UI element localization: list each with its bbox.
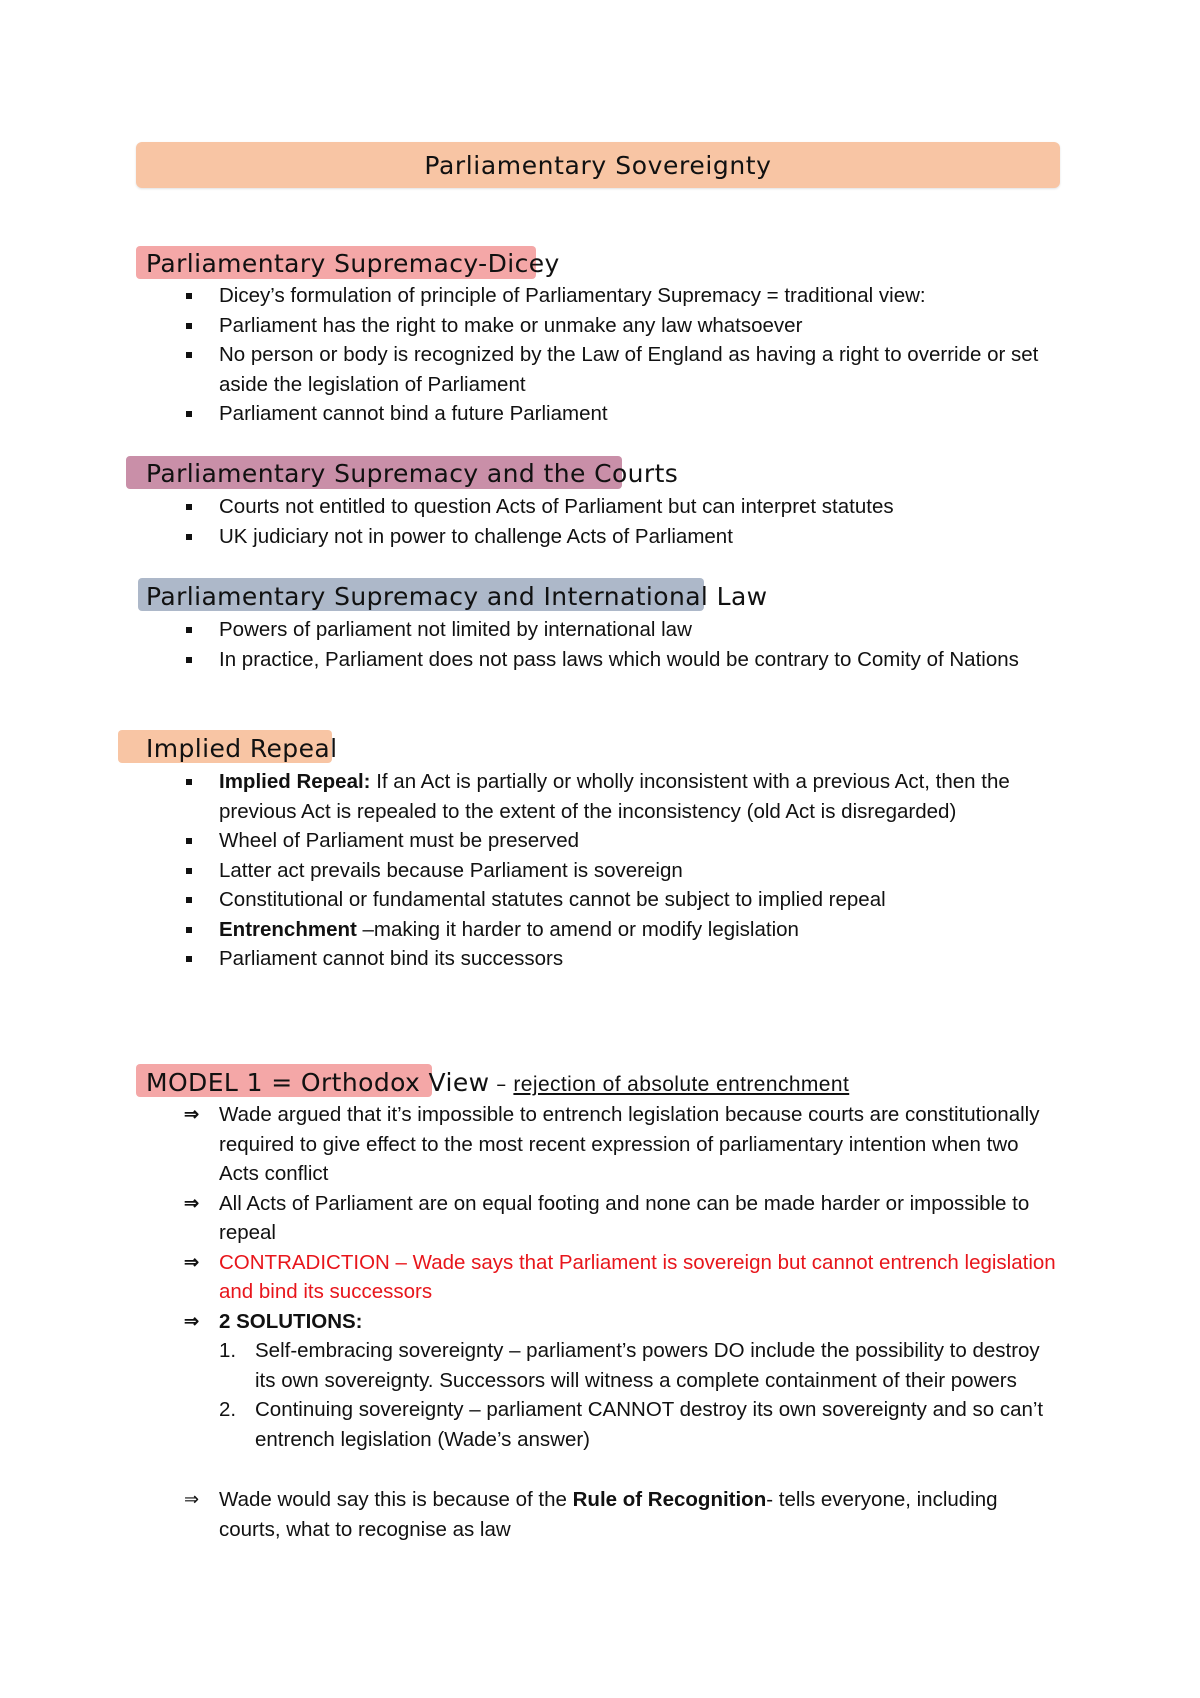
bullet-square-icon xyxy=(186,927,192,933)
list-item: ⇒ All Acts of Parliament are on equal footing and none can be made harder or impossible to repeal xyxy=(0,1189,1200,1248)
list-item: 1. Self-embracing sovereignty – parliament’s powers DO include the possibility to destroy its own sovereignty. Successors will witness a complete containment of their powers xyxy=(219,1339,1040,1392)
list-item: Parliament cannot bind its successors xyxy=(0,944,1200,974)
list-item: Powers of parliament not limited by international law xyxy=(0,615,1200,645)
bullet-list-implied xyxy=(0,767,1200,974)
model1-heading-main: MODEL 1 = Orthodox View xyxy=(146,1068,490,1097)
bullet-square-icon xyxy=(186,956,192,962)
list-item: Implied Repeal: If an Act is partially or wholly inconsistent with a previous Act, then the previous Act is repealed to the extent of the inconsistency (old Act is disregarded) xyxy=(0,767,1200,826)
arrow-right-icon: ⇒ xyxy=(184,1192,200,1213)
list-item: Parliament cannot bind a future Parliament xyxy=(0,399,1200,429)
page-title: Parliamentary Sovereignty xyxy=(136,142,1060,188)
bullet-square-icon xyxy=(186,657,192,663)
section-heading-implied: Implied Repeal xyxy=(146,734,338,763)
bullet-list-international xyxy=(0,615,1200,674)
section-heading-international: Parliamentary Supremacy and International Law xyxy=(146,582,768,611)
list-item: In practice, Parliament does not pass laws which would be contrary to Comity of Nations xyxy=(0,645,1200,675)
model1-heading-dash: – xyxy=(489,1072,514,1096)
model1-heading-sub: rejection of absolute entrenchment xyxy=(513,1073,850,1096)
list-item: ⇒ 2 SOLUTIONS: xyxy=(0,1307,1200,1337)
list-item: Constitutional or fundamental statutes cannot be subject to implied repeal xyxy=(0,885,1200,915)
section-heading-courts: Parliamentary Supremacy and the Courts xyxy=(146,459,679,488)
list-item: ⇒ CONTRADICTION – Wade says that Parliament is sovereign but cannot entrench legislation and bind its successors xyxy=(0,1248,1200,1307)
bullet-square-icon xyxy=(186,411,192,417)
arrow-right-icon: ⇒ xyxy=(184,1489,200,1509)
bullet-square-icon xyxy=(186,534,192,540)
arrow-list-model1-end xyxy=(0,1485,1200,1544)
arrow-right-icon: ⇒ xyxy=(184,1310,200,1331)
section-heading-dicey: Parliamentary Supremacy-Dicey xyxy=(146,249,560,278)
list-item: Entrenchment –making it harder to amend or modify legislation xyxy=(0,915,1200,945)
bullet-square-icon xyxy=(186,897,192,903)
list-item: ⇒ Wade would say this is because of the Rule of Recognition- tells everyone, including courts, what to recognise as law xyxy=(0,1485,1200,1544)
bullet-square-icon xyxy=(186,352,192,358)
bullet-square-icon xyxy=(186,779,192,785)
bullet-square-icon xyxy=(186,323,192,329)
bullet-list-courts xyxy=(0,492,1200,551)
list-item: Parliament has the right to make or unmake any law whatsoever xyxy=(0,311,1200,341)
list-item: Courts not entitled to question Acts of Parliament but can interpret statutes xyxy=(0,492,1200,522)
bullet-square-icon xyxy=(186,627,192,633)
bullet-square-icon xyxy=(186,504,192,510)
arrow-right-icon: ⇒ xyxy=(184,1104,200,1124)
list-item: ⇒ Wade argued that it’s impossible to entrench legislation because courts are constitutionally required to give effect to the most recent expression of parliamentary intention when two Acts conflict xyxy=(0,1100,1200,1189)
list-item: UK judiciary not in power to challenge Acts of Parliament xyxy=(0,522,1200,552)
solutions-list xyxy=(0,1336,1200,1454)
section-heading-model1 xyxy=(146,1068,849,1100)
list-item: Latter act prevails because Parliament is sovereign xyxy=(0,856,1200,886)
bullet-list-dicey xyxy=(0,281,1200,429)
bullet-square-icon xyxy=(186,838,192,844)
list-item: Wheel of Parliament must be preserved xyxy=(0,826,1200,856)
bullet-square-icon xyxy=(186,293,192,299)
bullet-square-icon xyxy=(186,868,192,874)
arrow-right-icon: ⇒ xyxy=(184,1251,200,1272)
list-item: 2. Continuing sovereignty – parliament CANNOT destroy its own sovereignty and so can’t entrench legislation (Wade’s answer) xyxy=(219,1398,1044,1451)
list-item: Dicey’s formulation of principle of Parliamentary Supremacy = traditional view: xyxy=(0,281,1200,311)
list-item: No person or body is recognized by the Law of England as having a right to override or set aside the legislation of Parliament xyxy=(0,340,1200,399)
arrow-list-model1 xyxy=(0,1100,1200,1336)
